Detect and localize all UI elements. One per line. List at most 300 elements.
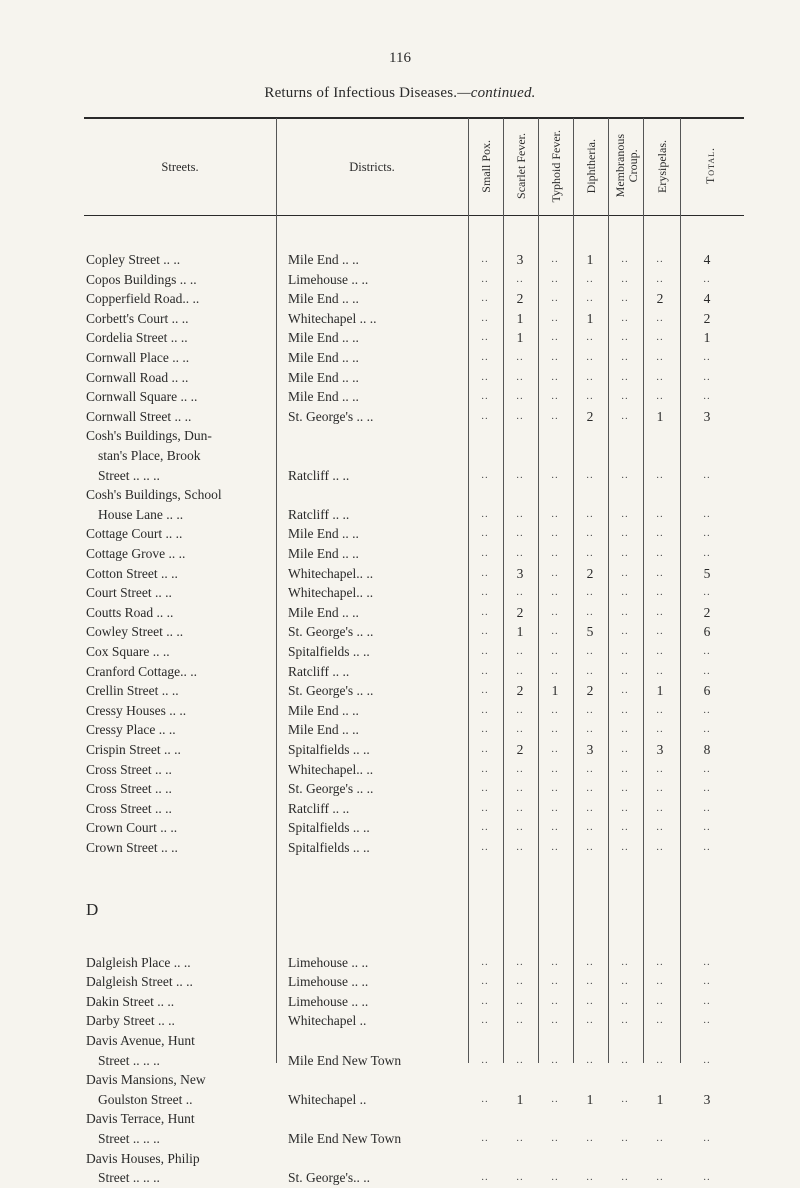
cell-value: ..	[656, 527, 664, 540]
street-line: Cowley Street .. ..	[86, 624, 184, 640]
cell-value: ..	[481, 351, 489, 363]
cell-value: ..	[703, 955, 711, 968]
street-name	[86, 250, 286, 270]
cell-value: ..	[703, 664, 711, 677]
cell-value: ..	[621, 782, 629, 795]
cell-value: ..	[516, 975, 524, 988]
cell-value: ..	[703, 351, 711, 363]
street-name	[86, 544, 286, 564]
district-name: Ratcliff .. ..	[288, 663, 350, 679]
cell-value: ..	[586, 664, 594, 677]
header-small-pox: Small Pox.	[478, 139, 493, 193]
cell-value: ..	[586, 645, 594, 657]
cell-value: ..	[586, 723, 594, 736]
street-line: Cornwall Road .. ..	[86, 369, 189, 385]
cell-value: ..	[481, 762, 489, 775]
street-name	[86, 1070, 286, 1109]
cell-value: ..	[551, 743, 559, 755]
district-name: Limehouse .. ..	[288, 954, 369, 970]
district-name: St. George's .. ..	[288, 683, 374, 699]
cell-value: 1	[586, 1091, 594, 1107]
district-name: Mile End .. ..	[288, 252, 359, 267]
district-name: Ratcliff .. ..	[288, 800, 350, 816]
street-line: House Lane .. ..	[98, 506, 184, 522]
street-line: Cressy Houses .. ..	[86, 702, 187, 718]
district-name: Spitalfields .. ..	[288, 644, 370, 659]
district-name: Mile End .. ..	[288, 350, 359, 365]
street-line: Cornwall Street .. ..	[86, 408, 192, 424]
district-name: St. George's .. ..	[288, 408, 374, 424]
cell-value: 2	[516, 291, 524, 307]
cell-value: ..	[621, 409, 629, 422]
cell-value: ..	[481, 507, 489, 520]
cell-value: 1	[516, 624, 524, 640]
cell-value: ..	[481, 801, 489, 814]
cell-value: ..	[656, 782, 664, 795]
cell-value: ..	[656, 955, 664, 968]
cell-value: ..	[703, 994, 711, 1007]
cell-value: ..	[586, 527, 594, 540]
district-name: Mile End .. ..	[288, 722, 359, 738]
cell-value: ..	[551, 390, 559, 403]
cell-value: 1	[703, 330, 711, 346]
cell-value: ..	[481, 975, 489, 988]
cell-value: 3	[586, 742, 594, 757]
street-name	[86, 662, 286, 682]
cell-value: ..	[621, 468, 629, 481]
cell-value: 1	[516, 310, 524, 326]
cell-value: ..	[621, 507, 629, 520]
street-line: Street .. .. ..	[98, 1130, 160, 1146]
cell-value: ..	[586, 703, 594, 716]
street-line: Copperfield Road.. ..	[86, 291, 200, 307]
cell-value: ..	[621, 1014, 629, 1027]
cell-value: ..	[586, 507, 594, 520]
header-bottom-rule	[84, 215, 744, 216]
cell-value: ..	[551, 664, 559, 677]
street-name	[86, 603, 286, 623]
cell-value: ..	[621, 390, 629, 403]
cell-value: ..	[703, 703, 711, 716]
cell-value: ..	[703, 821, 711, 834]
cell-value: ..	[481, 566, 489, 579]
street-name	[86, 270, 286, 290]
cell-value: ..	[621, 331, 629, 344]
cell-value: ..	[481, 821, 489, 834]
cell-value: ..	[551, 370, 559, 383]
cell-value: ..	[516, 723, 524, 736]
cell-value: ..	[656, 547, 664, 559]
cell-value: ..	[586, 841, 594, 853]
cell-value: ..	[621, 994, 629, 1007]
cell-value: ..	[703, 390, 711, 403]
cell-value: 3	[656, 742, 664, 757]
cell-value: ..	[656, 370, 664, 383]
cell-value: ..	[551, 253, 559, 265]
cell-value: ..	[621, 723, 629, 736]
district-name: St. George's .. ..	[288, 781, 374, 797]
cell-value: ..	[586, 272, 594, 285]
cell-value: 2	[703, 604, 711, 620]
cell-value: 2	[586, 683, 594, 699]
cell-value: ..	[703, 547, 711, 559]
cell-value: ..	[551, 723, 559, 736]
cell-value: 5	[586, 624, 594, 640]
cell-value: ..	[586, 1131, 594, 1144]
cell-value: ..	[481, 1092, 489, 1105]
column-divider	[643, 118, 644, 1063]
cell-value: ..	[656, 605, 664, 618]
cell-value: ..	[656, 1014, 664, 1027]
district-name: Limehouse .. ..	[288, 271, 369, 287]
street-line: Dakin Street .. ..	[86, 993, 175, 1009]
cell-value: 6	[703, 683, 711, 699]
cell-value: ..	[516, 390, 524, 403]
header-districts: Districts.	[349, 160, 395, 174]
column-divider	[608, 118, 609, 1063]
street-name	[86, 779, 286, 799]
street-line: Coutts Road .. ..	[86, 604, 174, 620]
cell-value: ..	[516, 703, 524, 716]
cell-value: ..	[481, 370, 489, 383]
cell-value: ..	[551, 272, 559, 285]
cell-value: ..	[656, 1171, 664, 1184]
cell-value: ..	[551, 841, 559, 853]
cell-value: ..	[551, 547, 559, 559]
street-line: Corbett's Court .. ..	[86, 310, 189, 326]
cell-value: ..	[703, 1131, 711, 1144]
street-name	[86, 485, 286, 524]
district-name: Mile End .. ..	[288, 702, 359, 718]
page-number: 116	[389, 50, 411, 66]
header-scarlet-fever: Scarlet Fever.	[513, 133, 528, 199]
street-name	[86, 953, 286, 973]
street-line: Cross Street .. ..	[86, 800, 172, 816]
cell-value: ..	[621, 605, 629, 618]
cell-value: ..	[586, 370, 594, 383]
cell-value: ..	[656, 975, 664, 988]
cell-value: ..	[481, 664, 489, 677]
cell-value: ..	[551, 975, 559, 988]
district-name: St. George's .. ..	[288, 624, 374, 640]
cell-value: ..	[551, 292, 559, 305]
street-line: Cordelia Street .. ..	[86, 330, 188, 346]
district-name: Whitechapel .. ..	[288, 310, 377, 326]
cell-value: ..	[551, 955, 559, 968]
street-name	[86, 622, 286, 642]
cell-value: ..	[516, 1053, 524, 1066]
cell-value: ..	[621, 311, 629, 324]
cell-value: ..	[481, 547, 489, 559]
cell-value: ..	[586, 586, 594, 599]
cell-value: ..	[481, 292, 489, 305]
cell-value: ..	[481, 645, 489, 657]
table-top-rule	[84, 117, 744, 119]
cell-value: ..	[481, 782, 489, 795]
street-name	[86, 1109, 286, 1148]
cell-value: ..	[656, 311, 664, 324]
cell-value: ..	[516, 645, 524, 657]
cell-value: ..	[586, 351, 594, 363]
header-diphtheria: Diphtheria.	[583, 138, 598, 194]
cell-value: 2	[586, 565, 594, 581]
cell-value: ..	[656, 821, 664, 834]
cell-value: 1	[586, 252, 594, 267]
street-name	[86, 1149, 286, 1188]
cell-value: ..	[621, 975, 629, 988]
cell-value: ..	[481, 841, 489, 853]
cell-value: 1	[516, 330, 524, 346]
cell-value: ..	[621, 841, 629, 853]
street-line: Goulston Street ..	[98, 1091, 193, 1107]
cell-value: ..	[551, 1014, 559, 1027]
cell-value: 1	[656, 683, 664, 699]
cell-value: ..	[621, 547, 629, 559]
cell-value: ..	[481, 625, 489, 638]
column-divider	[503, 118, 504, 1063]
cell-value: ..	[481, 743, 489, 755]
district-name: Whitechapel ..	[288, 1013, 367, 1029]
cell-value: 3	[703, 408, 711, 424]
cell-value: ..	[656, 272, 664, 285]
cell-value: ..	[703, 801, 711, 814]
street-line: Cosh's Buildings, Dun-	[86, 428, 212, 444]
cell-value: ..	[551, 821, 559, 834]
street-line: Court Street .. ..	[86, 585, 172, 601]
cell-value: ..	[551, 586, 559, 599]
header-membranous-croup: Membranous Croup.	[613, 134, 640, 198]
cell-value: ..	[516, 1171, 524, 1184]
cell-value: ..	[703, 272, 711, 285]
cell-value: ..	[551, 1053, 559, 1066]
cell-value: ..	[481, 605, 489, 618]
cell-value: ..	[551, 351, 559, 363]
district-name: Mile End .. ..	[288, 526, 359, 542]
cell-value: ..	[551, 409, 559, 422]
district-name: Mile End .. ..	[288, 604, 359, 620]
street-line: Darby Street .. ..	[86, 1013, 175, 1029]
cell-value: ..	[656, 1131, 664, 1144]
cell-value: ..	[516, 664, 524, 677]
street-line: Copos Buildings .. ..	[86, 271, 197, 287]
cell-value: ..	[656, 331, 664, 344]
cell-value: ..	[621, 625, 629, 638]
street-line: Davis Avenue, Hunt	[86, 1033, 195, 1048]
street-line: Davis Houses, Philip	[86, 1150, 200, 1166]
cell-value: ..	[481, 1014, 489, 1027]
cell-value: ..	[551, 994, 559, 1007]
cell-value: ..	[551, 566, 559, 579]
street-name	[86, 972, 286, 992]
cell-value: ..	[551, 507, 559, 520]
cell-value: ..	[703, 841, 711, 853]
district-name: Mile End New Town	[288, 1052, 402, 1068]
cell-value: ..	[656, 625, 664, 638]
street-line: Crown Court .. ..	[86, 820, 178, 836]
street-line: Street .. .. ..	[98, 467, 160, 483]
street-line: Dalgleish Street .. ..	[86, 974, 193, 990]
cell-value: ..	[621, 801, 629, 814]
cell-value: ..	[551, 468, 559, 481]
cell-value: 2	[656, 291, 664, 307]
street-name	[86, 799, 286, 819]
cell-value: 6	[703, 624, 711, 640]
cell-value: ..	[703, 975, 711, 988]
cell-value: ..	[551, 645, 559, 657]
column-divider	[573, 118, 574, 1063]
cell-value: ..	[703, 1171, 711, 1184]
cell-value: ..	[516, 351, 524, 363]
column-divider	[468, 118, 469, 1063]
cell-value: ..	[586, 1053, 594, 1066]
cell-value: ..	[481, 272, 489, 285]
district-name: Whitechapel.. ..	[288, 585, 374, 601]
cell-value: ..	[551, 1171, 559, 1184]
street-name	[86, 740, 286, 760]
cell-value: ..	[481, 586, 489, 599]
cell-value: ..	[621, 527, 629, 540]
cell-value: ..	[703, 468, 711, 481]
cell-value: ..	[656, 390, 664, 403]
cell-value: 1	[656, 408, 664, 424]
cell-value: ..	[481, 331, 489, 344]
cell-value: 4	[703, 252, 711, 267]
cell-value: ..	[551, 605, 559, 618]
cell-value: ..	[656, 723, 664, 736]
cell-value: ..	[621, 684, 629, 697]
district-name: Mile End .. ..	[288, 291, 359, 307]
cell-value: 2	[586, 408, 594, 424]
cell-value: ..	[551, 1131, 559, 1144]
header-streets: Streets.	[161, 160, 199, 174]
cell-value: ..	[481, 390, 489, 403]
street-name	[86, 642, 286, 662]
cell-value: ..	[481, 1171, 489, 1184]
cell-value: ..	[516, 762, 524, 775]
cell-value: ..	[656, 507, 664, 520]
street-line: Cornwall Place .. ..	[86, 350, 190, 365]
cell-value: ..	[703, 762, 711, 775]
cell-value: ..	[516, 370, 524, 383]
cell-value: ..	[516, 994, 524, 1007]
cell-value: ..	[586, 547, 594, 559]
cell-value: 1	[656, 1091, 664, 1107]
cell-value: ..	[551, 625, 559, 638]
cell-value: ..	[516, 507, 524, 520]
cell-value: ..	[656, 253, 664, 265]
cell-value: ..	[586, 762, 594, 775]
cell-value: ..	[586, 1014, 594, 1027]
cell-value: ..	[656, 994, 664, 1007]
cell-value: ..	[481, 311, 489, 324]
cell-value: ..	[586, 390, 594, 403]
street-name	[86, 387, 286, 407]
street-line: Cotton Street .. ..	[86, 565, 178, 581]
street-name	[86, 564, 286, 584]
cell-value: ..	[516, 782, 524, 795]
cell-value: ..	[621, 370, 629, 383]
street-line: Cranford Cottage.. ..	[86, 663, 197, 679]
district-name: Ratcliff .. ..	[288, 506, 350, 522]
street-line: stan's Place, Brook	[98, 447, 201, 463]
cell-value: ..	[656, 703, 664, 716]
cell-value: ..	[551, 331, 559, 344]
cell-value: ..	[516, 801, 524, 814]
cell-value: ..	[621, 664, 629, 677]
cell-value: ..	[586, 782, 594, 795]
cell-value: ..	[586, 955, 594, 968]
cell-value: 5	[703, 565, 711, 581]
street-name	[86, 583, 286, 603]
street-name	[86, 328, 286, 348]
cell-value: ..	[516, 586, 524, 599]
cell-value: ..	[656, 664, 664, 677]
street-line: Copley Street .. ..	[86, 252, 181, 267]
cell-value: ..	[621, 272, 629, 285]
cell-value: 8	[703, 742, 711, 757]
district-name: Whitechapel ..	[288, 1091, 367, 1107]
cell-value: ..	[656, 645, 664, 657]
street-name	[86, 1011, 286, 1031]
street-name	[86, 348, 286, 368]
cell-value: ..	[703, 782, 711, 795]
cell-value: ..	[551, 1092, 559, 1105]
street-line: Cross Street .. ..	[86, 781, 172, 797]
cell-value: ..	[621, 566, 629, 579]
district-name: Spitalfields .. ..	[288, 742, 370, 757]
cell-value: ..	[656, 586, 664, 599]
cell-value: ..	[703, 370, 711, 383]
cell-value: 3	[703, 1091, 711, 1107]
street-line: Cottage Grove .. ..	[86, 546, 186, 561]
cell-value: 1	[586, 310, 594, 326]
street-line: Cosh's Buildings, School	[86, 487, 222, 503]
header-erysipelas: Erysipelas.	[654, 139, 669, 193]
street-name	[86, 368, 286, 388]
cell-value: ..	[586, 1171, 594, 1184]
street-name	[86, 701, 286, 721]
title-suffix: —continued.	[457, 85, 536, 101]
cell-value: ..	[481, 955, 489, 968]
cell-value: ..	[481, 723, 489, 736]
cell-value: ..	[481, 994, 489, 1007]
cell-value: ..	[621, 253, 629, 265]
cell-value: ..	[703, 507, 711, 520]
title-main: Returns of Infectious Diseases.	[264, 85, 458, 101]
street-line: Davis Mansions, New	[86, 1072, 206, 1088]
cell-value: 3	[516, 252, 524, 267]
cell-value: ..	[586, 975, 594, 988]
cell-value: ..	[551, 527, 559, 540]
cell-value: ..	[703, 527, 711, 540]
street-line: Cottage Court .. ..	[86, 526, 183, 542]
cell-value: ..	[516, 409, 524, 422]
cell-value: ..	[481, 1053, 489, 1066]
street-name	[86, 681, 286, 701]
cell-value: ..	[516, 841, 524, 853]
cell-value: ..	[703, 1053, 711, 1066]
cell-value: ..	[516, 1131, 524, 1144]
district-name: Limehouse .. ..	[288, 993, 369, 1009]
street-line: Cressy Place .. ..	[86, 722, 176, 738]
cell-value: ..	[481, 468, 489, 481]
cell-value: ..	[656, 1053, 664, 1066]
cell-value: ..	[516, 272, 524, 285]
cell-value: ..	[586, 801, 594, 814]
street-line: Cornwall Square .. ..	[86, 389, 198, 405]
cell-value: ..	[481, 1131, 489, 1144]
cell-value: 2	[516, 742, 524, 757]
